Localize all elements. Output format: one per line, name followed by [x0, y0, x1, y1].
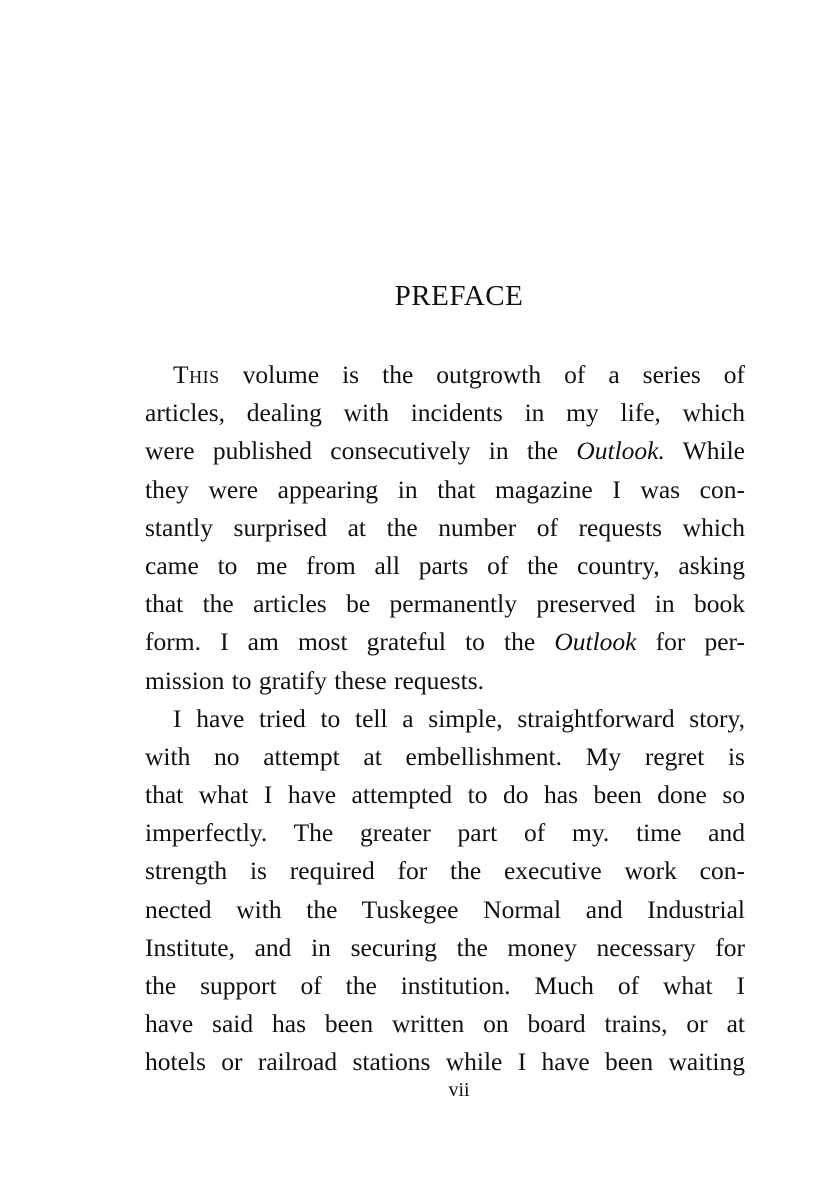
text-run: While — [664, 436, 745, 466]
text-run: volume is the outgrowth of a series of — [219, 360, 745, 389]
italic-title: Outlook. — [576, 436, 665, 466]
text-line — [145, 623, 745, 661]
page-number: vii — [448, 1079, 470, 1101]
text-line — [145, 547, 745, 585]
text-run: that what I have attempted to do has been done so — [145, 780, 745, 810]
text-line — [145, 585, 745, 623]
text-line — [145, 394, 745, 432]
text-line — [145, 738, 745, 776]
text-line — [145, 1005, 745, 1043]
text-run: they were appearing in that magazine I was con- — [145, 474, 745, 504]
text-run: Institute, and in securing the money necessary for — [145, 932, 745, 962]
preface-body — [145, 356, 745, 1082]
text-line — [145, 852, 745, 890]
text-line — [145, 814, 745, 852]
text-run: imperfectly. The greater part of my. time and — [145, 818, 745, 848]
text-line — [145, 662, 745, 700]
text-run: for per- — [636, 627, 745, 657]
text-run: hotels or railroad stations while I have been waiting — [145, 1047, 745, 1077]
text-run: I have tried to tell a simple, straightforward story, — [173, 703, 745, 733]
text-line — [145, 356, 745, 394]
text-run: mission to gratify these requests. — [145, 665, 484, 695]
chapter-title: PREFACE — [394, 280, 524, 312]
text-line — [145, 776, 745, 814]
text-run: with no attempt at embellishment. My regret is — [145, 741, 745, 771]
text-run: strength is required for the executive work con- — [145, 856, 745, 886]
small-caps-word: This — [173, 360, 220, 389]
text-line — [145, 967, 745, 1005]
text-run: nected with the Tuskegee Normal and Industrial — [145, 894, 745, 924]
text-line — [145, 471, 745, 509]
text-run: articles, dealing with incidents in my life, which — [145, 398, 745, 428]
text-run: were published consecutively in the — [145, 436, 577, 466]
text-run: the support of the institution. Much of what I — [145, 971, 745, 1000]
text-run: form. I am most grateful to the — [145, 627, 555, 657]
text-run: came to me from all parts of the country, asking — [145, 550, 745, 580]
text-line — [145, 891, 745, 929]
text-run: stantly surprised at the number of requests which — [145, 512, 745, 542]
italic-title: Outlook — [554, 627, 637, 657]
text-run: that the articles be permanently preserved in book — [145, 589, 745, 619]
text-line — [145, 432, 745, 470]
text-line — [145, 1043, 745, 1081]
text-line — [145, 509, 745, 547]
text-line — [145, 700, 745, 738]
text-run: have said has been written on board trains, or at — [145, 1009, 745, 1039]
text-line — [145, 929, 745, 967]
